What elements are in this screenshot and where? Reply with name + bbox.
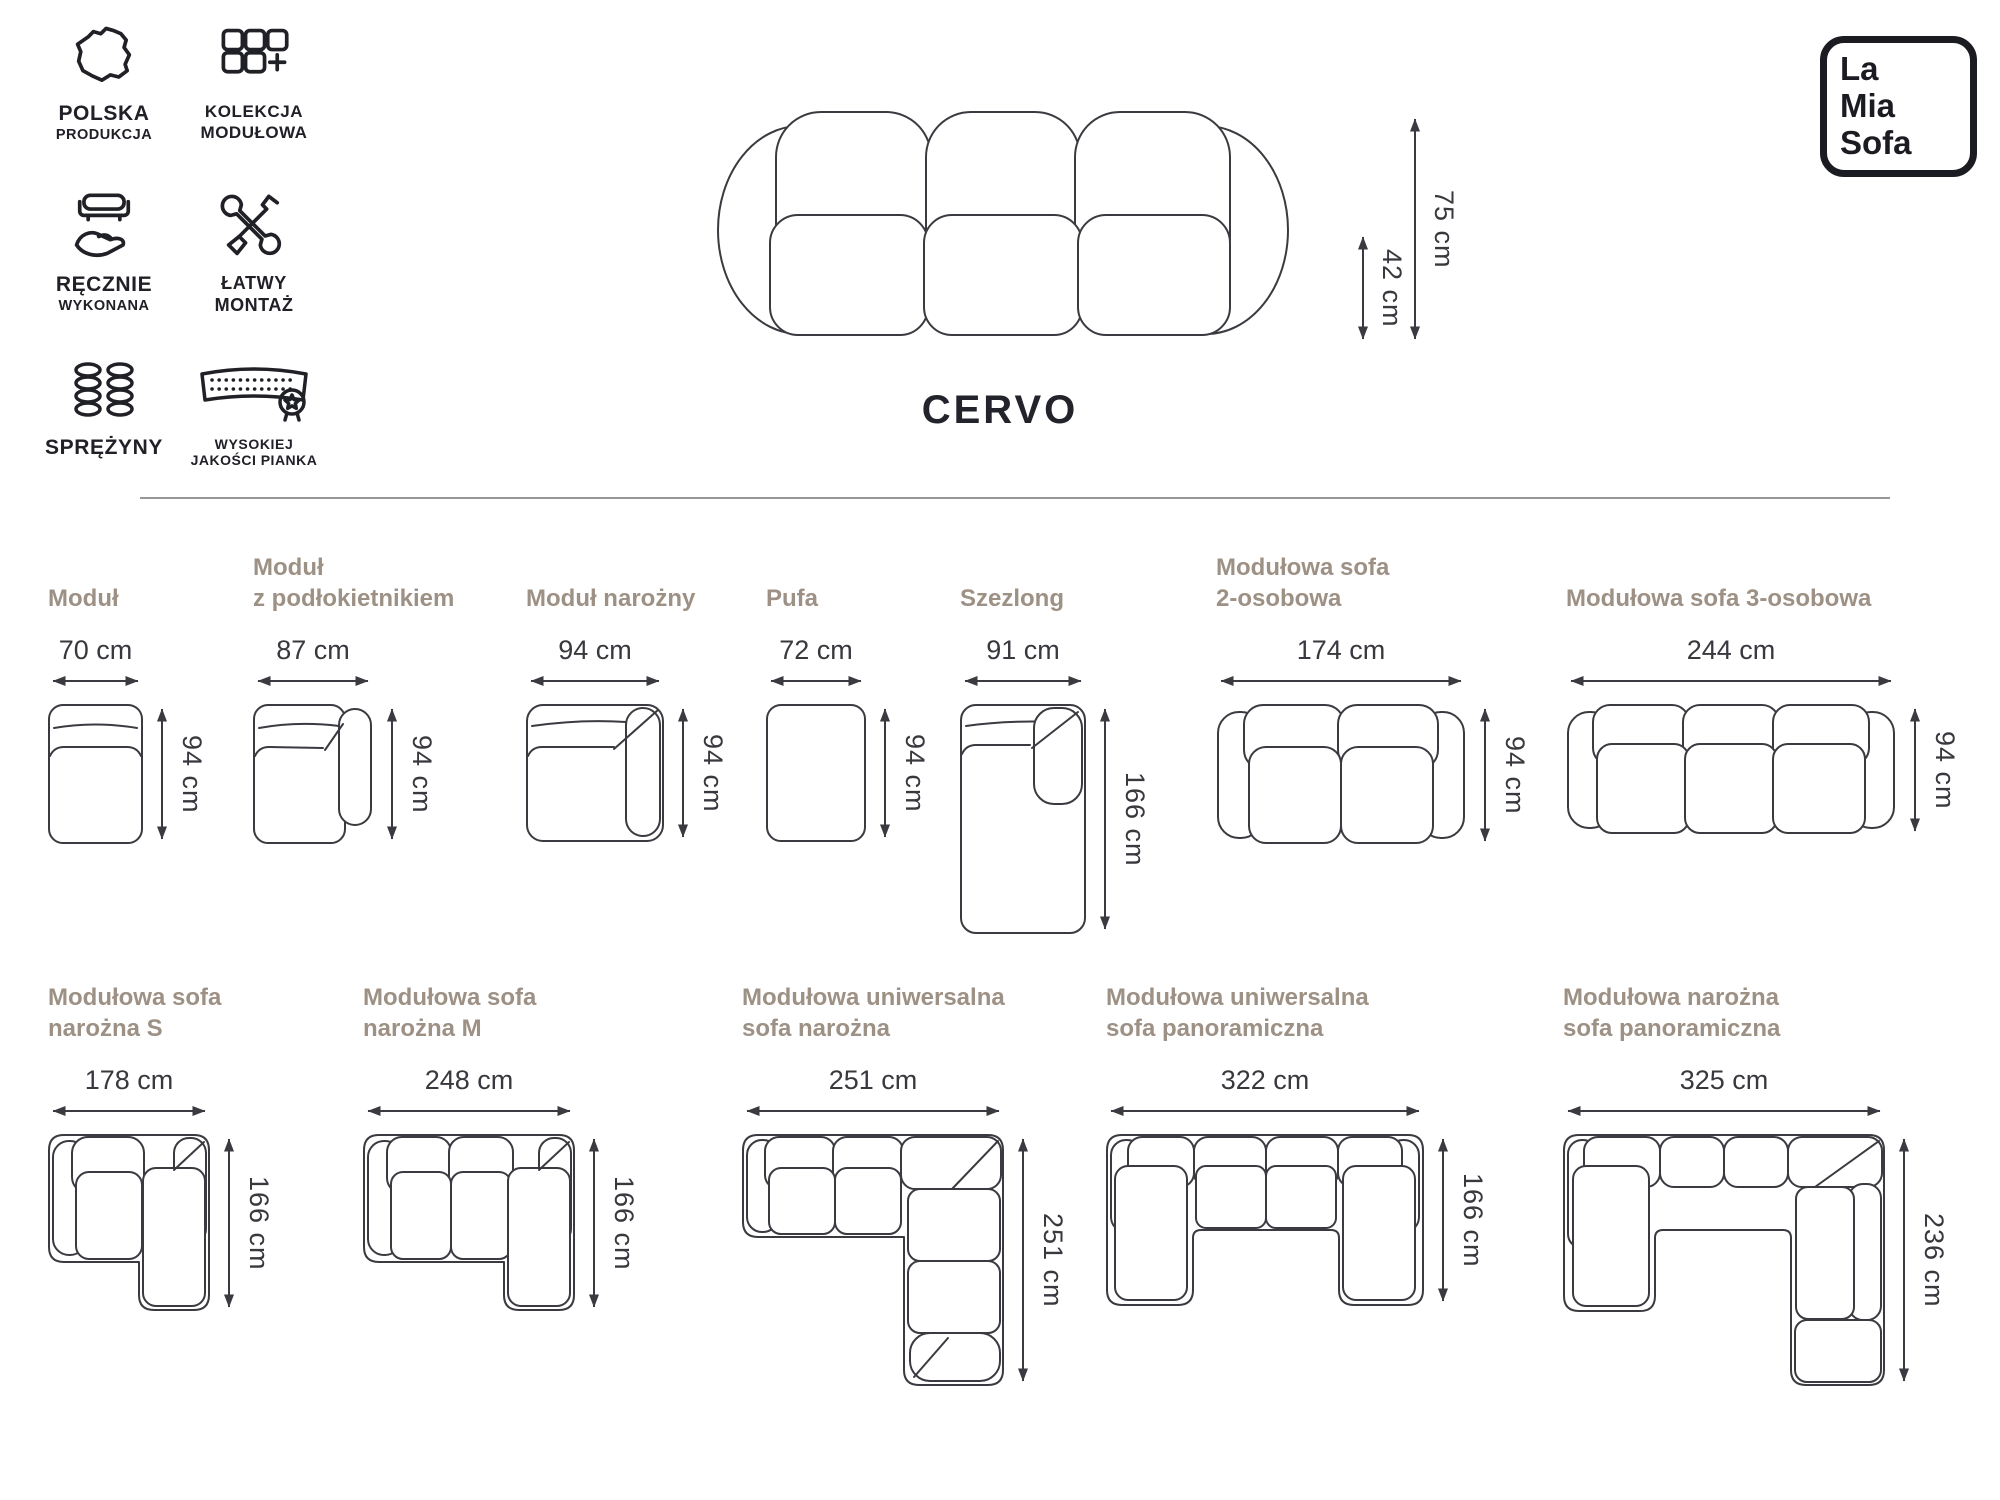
figure-card-modul-z-podlokietnikiem [253, 552, 454, 844]
height-dimension-label: 94 cm [407, 734, 437, 814]
figure-title: Modułowa sofa narożna S [48, 984, 222, 1042]
height-arrow [587, 1134, 601, 1312]
foam-quality-icon [192, 356, 316, 428]
badge-label: POLSKA [58, 102, 150, 125]
total-height-dimension [1408, 114, 1459, 344]
width-dimension-label: 70 cm [58, 635, 133, 665]
product-title: CERVO [921, 388, 1079, 432]
seat-height-dimension [1356, 232, 1407, 344]
panoramic-corner-sofa-drawing [1563, 1134, 1885, 1386]
figure-title: Pufa [766, 584, 819, 612]
height-arrow [1478, 704, 1492, 846]
figure-card-modul-narozny [526, 552, 728, 842]
badge-label: ŁATWY [221, 273, 287, 293]
figure-card-narozna-panoramiczna [1563, 982, 1949, 1386]
width-arrow [48, 1104, 210, 1118]
logo-line: Mia [1840, 86, 1896, 124]
width-arrow [1566, 674, 1896, 688]
feature-badges [28, 22, 328, 523]
badge-sublabel: WYKONANA [58, 298, 150, 315]
badge-label: SPRĘŻYNY [45, 436, 163, 459]
width-arrow [742, 1104, 1004, 1118]
height-dimension-label: 236 cm [1919, 1212, 1949, 1308]
width-arrow [526, 674, 664, 688]
width-dimension-label: 325 cm [1679, 1065, 1769, 1095]
badge-sublabel: JAKOŚCI PIANKA [190, 452, 318, 469]
height-dimension-label: 94 cm [1500, 735, 1530, 815]
corner-sofa-m-drawing [363, 1134, 575, 1312]
figure-card-sofa-3-osobowa [1566, 552, 1960, 836]
badge-label: RĘCZNIE [55, 273, 153, 296]
figure-card-narozna-s [48, 982, 274, 1312]
panoramic-u-sofa-drawing [1106, 1134, 1424, 1306]
logo-line: La [1840, 50, 1879, 87]
height-dimension-label: 94 cm [1930, 730, 1960, 810]
logo-line: Sofa [1840, 123, 1912, 161]
width-dimension-label: 322 cm [1220, 1065, 1310, 1095]
figure-title: Modułowa uniwersalna sofa narożna [742, 984, 1005, 1042]
figure-card-uniwersalna-narozna [742, 982, 1068, 1386]
height-arrow [385, 704, 399, 844]
badge-sublabel: MODUŁOWA [200, 122, 308, 142]
width-dimension-label: 72 cm [779, 635, 853, 665]
sofa-front-view-drawing [688, 100, 1318, 340]
chaise-longue-drawing [960, 704, 1086, 934]
width-arrow [253, 674, 373, 688]
section-divider [140, 497, 1890, 499]
figure-title: Modułowa sofa 2-osobowa [1216, 554, 1390, 612]
width-arrow [1563, 1104, 1885, 1118]
width-dimension-label: 94 cm [558, 635, 632, 665]
modules-grid-icon [216, 22, 292, 94]
figure-card-pufa [766, 552, 930, 842]
height-arrow [878, 704, 892, 842]
handmade-sofa-icon [66, 189, 142, 265]
height-arrow [1098, 704, 1112, 934]
height-dimension-label: 166 cm [244, 1175, 274, 1271]
width-dimension-label: 248 cm [424, 1065, 514, 1095]
width-dimension-label: 178 cm [84, 1065, 174, 1095]
figure-title: Moduł [48, 584, 119, 612]
springs-icon [66, 356, 142, 428]
figure-card-sofa-2-osobowa [1216, 552, 1530, 846]
figure-card-uniwersalna-panoramiczna [1106, 982, 1488, 1306]
tools-icon [216, 189, 292, 265]
width-dimension-label: 87 cm [276, 635, 350, 665]
width-arrow [363, 1104, 575, 1118]
figure-title: Modułowa narożna sofa panoramiczna [1563, 984, 1781, 1042]
height-arrow [676, 704, 690, 842]
figure-title: Modułowa sofa narożna M [363, 984, 537, 1042]
figure-title: Modułowa uniwersalna sofa panoramiczna [1106, 984, 1369, 1042]
height-arrow [1897, 1134, 1911, 1386]
module-with-armrest-drawing [253, 704, 373, 844]
height-dimension-label: 166 cm [609, 1175, 639, 1271]
figure-card-narozna-m [363, 982, 639, 1312]
corner-module-drawing [526, 704, 664, 842]
height-dimension-label: 251 cm [1038, 1212, 1068, 1308]
pouf-drawing [766, 704, 866, 842]
height-dimension-label: 94 cm [900, 733, 930, 813]
total-height-label: 75 cm [1429, 189, 1459, 269]
width-arrow [1216, 674, 1466, 688]
seat-height-label: 42 cm [1377, 248, 1407, 328]
universal-corner-sofa-drawing [742, 1134, 1004, 1386]
seat-height-arrow [1356, 232, 1370, 344]
badge-recznie-wykonana [28, 189, 180, 356]
module-top-view-drawing [48, 704, 143, 844]
total-height-arrow [1408, 114, 1422, 344]
figure-title: Moduł z podłokietnikiem [253, 554, 455, 612]
corner-sofa-s-drawing [48, 1134, 210, 1312]
badge-kolekcja-modulowa [180, 22, 328, 189]
height-arrow [1908, 704, 1922, 836]
width-arrow [1106, 1104, 1424, 1118]
badge-sublabel: PRODUKCJA [55, 127, 153, 144]
height-arrow [1436, 1134, 1450, 1306]
badge-polska-produkcja [28, 22, 180, 189]
width-arrow [960, 674, 1086, 688]
figure-card-modul [48, 552, 207, 844]
brand-logo [1820, 36, 1977, 177]
badge-latwy-montaz [180, 189, 328, 356]
height-dimension-label: 94 cm [698, 733, 728, 813]
figure-title: Modułowa sofa 3-osobowa [1566, 584, 1872, 612]
badge-sublabel: MONTAŻ [214, 294, 294, 315]
width-dimension-label: 244 cm [1686, 635, 1776, 665]
figure-title: Szezlong [960, 584, 1065, 612]
width-arrow [48, 674, 143, 688]
poland-map-icon [66, 22, 142, 94]
figure-title: Moduł narożny [526, 584, 696, 612]
height-arrow [155, 704, 169, 844]
height-arrow [1016, 1134, 1030, 1386]
badge-label: KOLEKCJA [204, 102, 304, 121]
height-dimension-label: 94 cm [177, 734, 207, 814]
width-dimension-label: 174 cm [1296, 635, 1386, 665]
two-seater-drawing [1216, 704, 1466, 846]
width-arrow [766, 674, 866, 688]
figure-card-szezlong [960, 552, 1150, 934]
height-dimension-label: 166 cm [1458, 1172, 1488, 1268]
height-arrow [222, 1134, 236, 1312]
height-dimension-label: 166 cm [1120, 771, 1150, 867]
badge-label: WYSOKIEJ [214, 436, 294, 452]
three-seater-drawing [1566, 704, 1896, 836]
width-dimension-label: 251 cm [828, 1065, 918, 1095]
width-dimension-label: 91 cm [986, 635, 1060, 665]
